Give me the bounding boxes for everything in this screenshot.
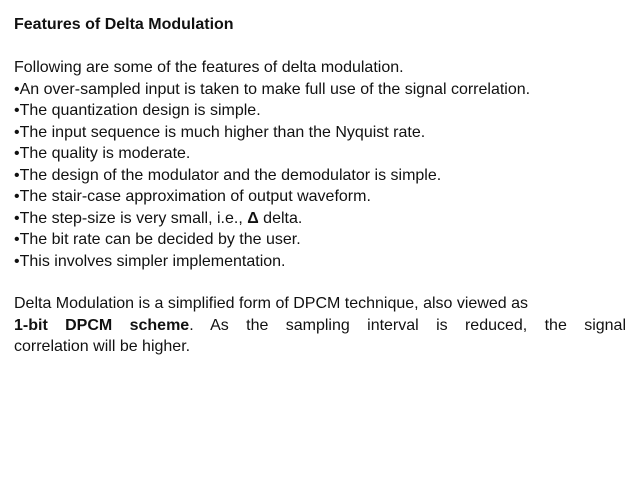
slide-title: Features of Delta Modulation xyxy=(14,16,234,33)
bullet: • xyxy=(14,209,20,227)
bullet: • xyxy=(14,123,20,141)
bullet: • xyxy=(14,166,20,184)
feature-item: •The input sequence is much higher than the Nyquist rate. xyxy=(14,123,426,141)
intro-text: Following are some of the features of delta modulation. xyxy=(14,59,404,76)
bullet: • xyxy=(14,188,20,205)
bullet: • xyxy=(14,252,20,270)
bullet: • xyxy=(14,102,20,119)
feature-list xyxy=(14,79,626,273)
feature-item: •The bit rate can be decided by the user. xyxy=(14,231,301,248)
bullet: • xyxy=(14,145,20,162)
delta-symbol: Δ xyxy=(247,209,259,227)
bullet: • xyxy=(14,80,20,98)
feature-item: •The design of the modulator and the demodulator is simple. xyxy=(14,166,442,184)
bullet: • xyxy=(14,231,20,248)
bold-term: 1-bit DPCM scheme xyxy=(14,316,190,334)
feature-item-step-size: •The step-size is very small, i.e., Δ delta. xyxy=(14,209,303,227)
conclusion-paragraph: Delta Modulation is a simplified form of DPCM technique, also viewed as 1-bit DPCM scheme. As the sampling interval is reduced, the signal correlation will be higher. xyxy=(14,295,627,355)
feature-item: •The stair-case approximation of output waveform. xyxy=(14,188,371,205)
feature-item: •An over-sampled input is taken to make full use of the signal correlation. xyxy=(14,80,531,98)
feature-item: •The quantization design is simple. xyxy=(14,102,261,119)
slide-content xyxy=(14,14,626,358)
feature-item: •This involves simpler implementation. xyxy=(14,252,286,270)
feature-item: •The quality is moderate. xyxy=(14,145,191,162)
